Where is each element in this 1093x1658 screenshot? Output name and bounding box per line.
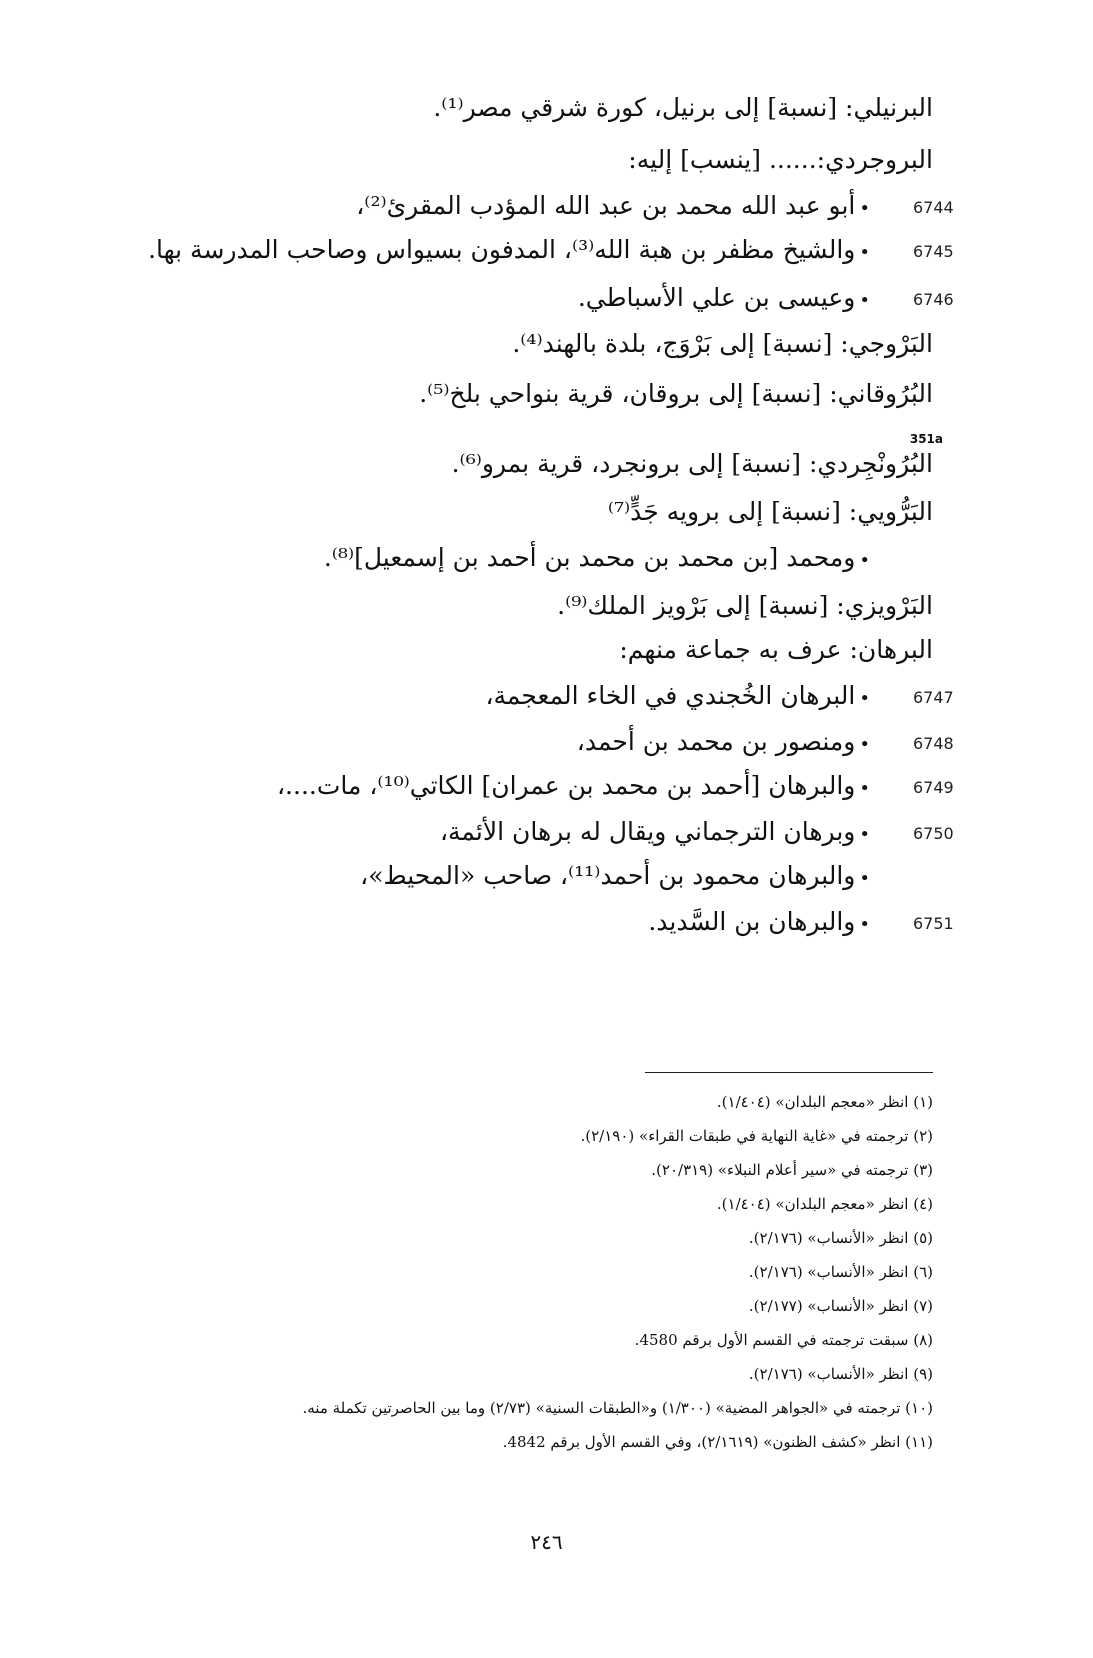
- footnote: (٧) انظر «الأنساب» (٢/١٧٧).: [748, 1297, 933, 1315]
- heading-line: البُرُونْجِردي: [نسبة] إلى برونجرد، قرية بمرو⁽⁶⁾.: [451, 449, 933, 478]
- page-number: ٢٤٦: [530, 1530, 563, 1554]
- heading-line: البَرْويزي: [نسبة] إلى بَرْويز الملك⁽⁹⁾.: [557, 591, 933, 620]
- entry-text: •ومحمد [بن محمد بن محمد بن أحمد بن إسمعيل]⁽⁸⁾.: [323, 543, 870, 572]
- entry-text: •البرهان الخُجندي في الخاء المعجمة،: [485, 681, 870, 710]
- heading-line: البَرُّويي: [نسبة] إلى برويه جَدٍّ⁽⁷⁾: [607, 497, 933, 526]
- footnote: (٢) ترجمته في «غاية النهاية في طبقات القراء» (٢/١٩٠).: [580, 1127, 933, 1145]
- footnote-divider: [645, 1072, 933, 1073]
- entry-text: •وعيسى بن علي الأسباطي.: [577, 283, 870, 312]
- footnote: (١) انظر «معجم البلدان» (١/٤٠٤).: [716, 1093, 933, 1111]
- footnote: (٨) سبقت ترجمته في القسم الأول برقم 4580.: [634, 1331, 933, 1349]
- bullet-icon: •: [859, 824, 870, 845]
- bullet-icon: •: [859, 778, 870, 799]
- footnote: (٣) ترجمته في «سير أعلام النبلاء» (٢٠/٣١٩).: [651, 1161, 933, 1179]
- folio-marker: 351a: [909, 432, 943, 446]
- heading-line: البرنيلي: [نسبة] إلى برنيل، كورة شرقي مصر⁽¹⁾.: [433, 93, 933, 122]
- bullet-icon: •: [859, 242, 870, 263]
- bullet-icon: •: [859, 688, 870, 709]
- entry-number: 6747: [913, 688, 954, 707]
- footnote: (٤) انظر «معجم البلدان» (١/٤٠٤).: [716, 1195, 933, 1213]
- entry-text: •والشيخ مظفر بن هبة الله⁽³⁾، المدفون بسيواس وصاحب المدرسة بها.: [148, 235, 870, 264]
- bullet-icon: •: [859, 868, 870, 889]
- heading-line: البرهان: عرف به جماعة منهم:: [619, 635, 933, 664]
- entry-text: •ومنصور بن محمد بن أحمد،: [576, 727, 870, 756]
- footnote: (٦) انظر «الأنساب» (٢/١٧٦).: [748, 1263, 933, 1281]
- footnote: (٥) انظر «الأنساب» (٢/١٧٦).: [748, 1229, 933, 1247]
- heading-line: البروجردي:...... [ينسب] إليه:: [628, 145, 933, 174]
- entry-number: 6750: [913, 824, 954, 843]
- entry-text: •والبرهان [أحمد بن محمد بن عمران] الكاتي⁽¹⁰⁾، مات....،: [276, 771, 870, 800]
- footnote: (٩) انظر «الأنساب» (٢/١٧٦).: [748, 1365, 933, 1383]
- bullet-icon: •: [859, 550, 870, 571]
- entry-text: •والبرهان محمود بن أحمد⁽¹¹⁾، صاحب «المحيط»،: [360, 861, 870, 890]
- bullet-icon: •: [859, 290, 870, 311]
- entry-text: •والبرهان بن السَّديد.: [648, 907, 870, 936]
- entry-number: 6744: [913, 198, 954, 217]
- entry-number: 6745: [913, 242, 954, 261]
- footnote: (١١) انظر «كشف الظنون» (٢/١٦١٩)، وفي القسم الأول برقم 4842.: [502, 1433, 933, 1451]
- bullet-icon: •: [859, 198, 870, 219]
- bullet-icon: •: [859, 734, 870, 755]
- entry-number: 6748: [913, 734, 954, 753]
- entry-number: 6746: [913, 290, 954, 309]
- entry-text: •وبرهان الترجماني ويقال له برهان الأئمة،: [439, 817, 870, 846]
- footnote: (١٠) ترجمته في «الجواهر المضية» (١/٣٠٠) و«الطبقات السنية» (٢/٧٣) وما بين الحاصرتين تكملة منه.: [302, 1399, 933, 1417]
- entry-number: 6751: [913, 914, 954, 933]
- heading-line: البُرُوقاني: [نسبة] إلى بروقان، قرية بنواحي بلخ⁽⁵⁾.: [419, 379, 933, 408]
- heading-line: البَرْوجي: [نسبة] إلى بَرْوَج، بلدة بالهند⁽⁴⁾.: [512, 329, 933, 358]
- entry-text: •أبو عبد الله محمد بن عبد الله المؤدب المقرئ⁽²⁾،: [356, 191, 870, 220]
- bullet-icon: •: [859, 914, 870, 935]
- entry-number: 6749: [913, 778, 954, 797]
